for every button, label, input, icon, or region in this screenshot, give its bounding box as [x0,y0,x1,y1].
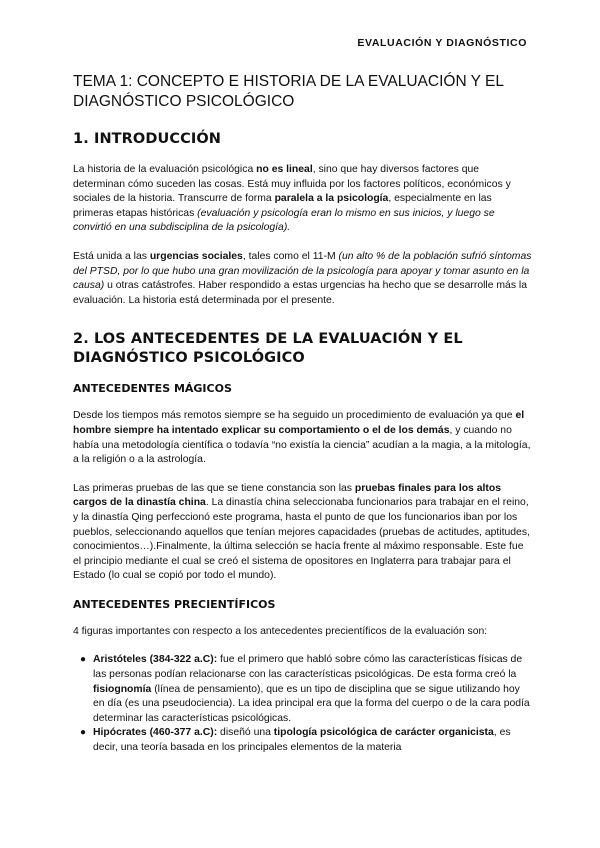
document-body [73,72,533,756]
paragraph: Desde los tiempos más remotos siempre se ha seguido un procedimiento de evaluación ya que el hombre siempre ha intentado explicar su comportamiento o el de los demás, y cuando no había una metodología científica o todavía “no existía la ciencia” acudían a la magia, a la mitología, a la religión o a la astrología. [73,410,531,466]
section-heading-antecedentes: 2. LOS ANTECEDENTES DE LA EVALUACIÓN Y EL DIAGNÓSTICO PSICOLÓGICO [73,331,463,367]
list-item: ● Hipócrates (460-377 a.C): diseñó una tipología psicológica de carácter organicista, es decir, una teoría basada en los principales elementos de la materia [80,727,511,754]
section-heading-introduccion: 1. INTRODUCCIÓN [73,131,222,147]
figure-list [73,653,533,755]
bullet-icon: ● [80,727,87,739]
running-header: EVALUACIÓN Y DIAGNÓSTICO [357,37,527,49]
subsection-heading-precientificos: ANTECEDENTES PRECIENTÍFICOS [73,597,276,611]
bullet-icon: ● [80,654,87,666]
list-item: ● Aristóteles (384-322 a.C): fue el primero que habló sobre cómo las características físicas de las personas podían relacionarse con las características psicológicas. De esta forma creó la fisiognomía (línea de pensamiento), que es un tipo de disciplina que se sigue utilizando hoy en día (es una pseudociencia). La idea principal era que la forma del cuerpo o de la cara podía determinar las características psicológicas. [80,654,530,724]
paragraph: La historia de la evaluación psicológica no es lineal, sino que hay diversos factores que determinan cómo suceden las cosas. Está muy influida por los factores políticos, económicos y sociales de la historia. Transcurre de forma paralela a la psicología, especialmente en las primeras etapas históricas (evaluación y psicología eran lo mismo en sus inicios, y luego se convirtió en una subdisciplina de la psicología). [73,164,511,234]
page-title: TEMA 1: CONCEPTO E HISTORIA DE LA EVALUACIÓN Y EL DIAGNÓSTICO PSICOLÓGICO [73,73,504,110]
paragraph: 4 figuras importantes con respecto a los antecedentes precientíficos de la evaluación son: [73,625,488,637]
paragraph: Está unida a las urgencias sociales, tales como el 11-M (un alto % de la población sufrió síntomas del PTSD, por lo que hubo una gran movilización de la psicología para apoyar y tomar asunto en la causa) u otras catástrofes. Haber respondido a estas urgencias ha hecho que se desarrolle más la evaluación. La historia está determinada por el presente. [73,250,532,306]
paragraph: Las primeras pruebas de las que se tiene constancia son las pruebas finales para los altos cargos de la dinastía china. La dinastía china seleccionaba funcionarios para trabajar en el reino, y la dinastía Qing perfeccionó este programa, hasta el punto de que los funcionarios iban por los pueblos, seleccionando aquellos que tenían mejores capacidades (pruebas de actitudes, aptitudes, conocimientos…).Finalmente, la última selección se hacía frente al máximo responsable. Este fue el principio mediante el cual se creó el sistema de opositores en Inglaterra para trabajar para el Estado (lo cual se copió por todo el mundo). [73,482,530,582]
subsection-heading-magicos: ANTECEDENTES MÁGICOS [73,382,232,396]
